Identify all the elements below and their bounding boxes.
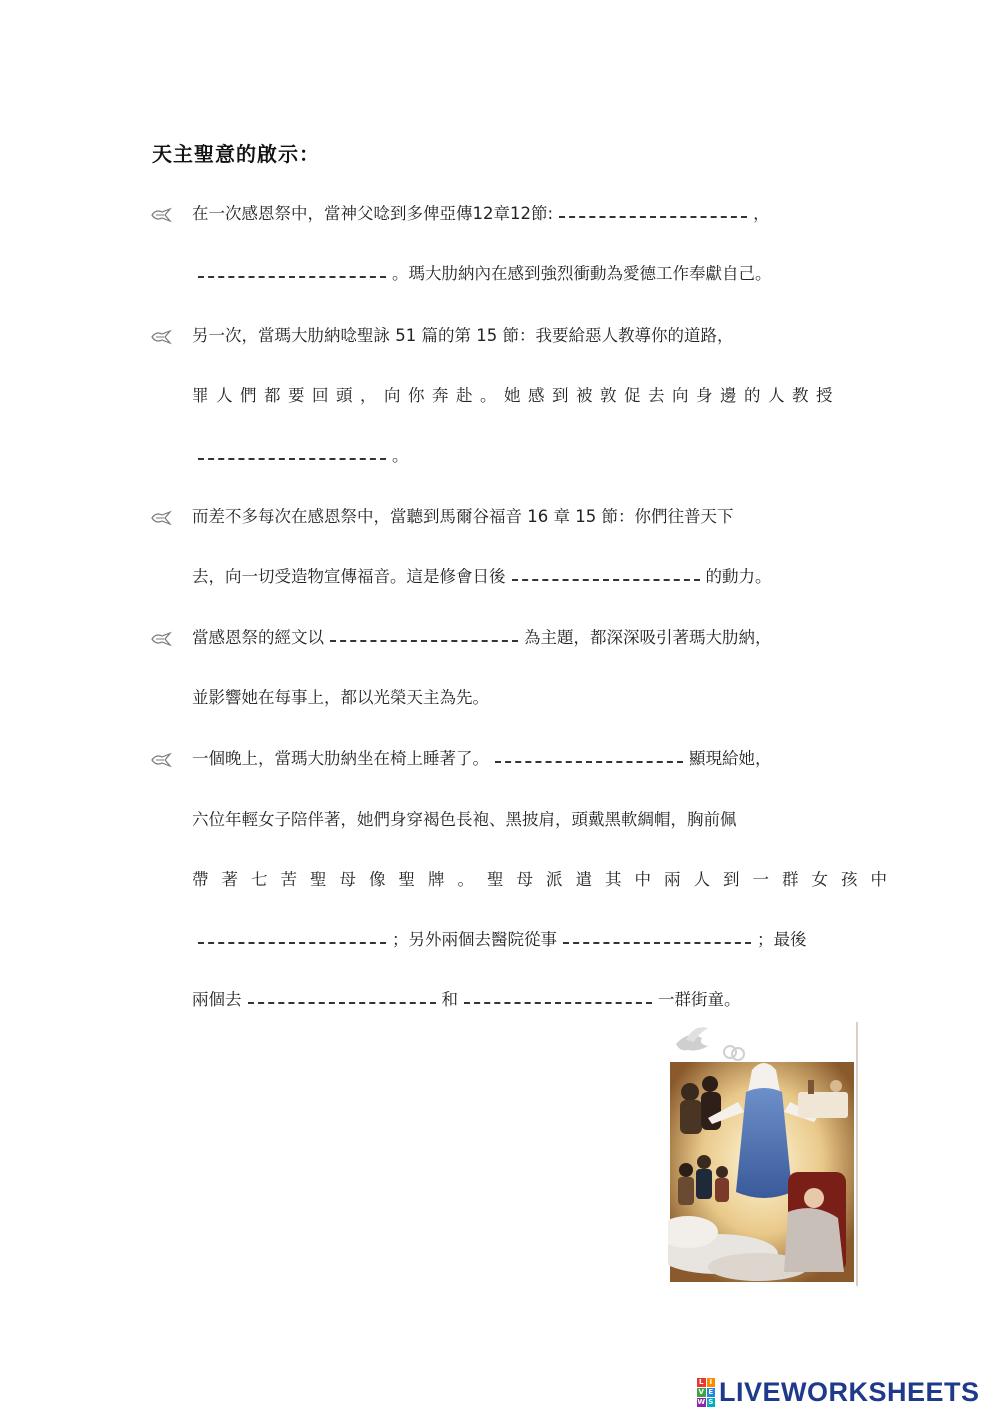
dove-bullet-icon	[150, 630, 172, 648]
worksheet-line	[192, 926, 852, 954]
worksheet-text: 並影響她在每事上，都以光榮天主為先。	[192, 688, 489, 707]
dove-bullet-icon	[150, 751, 172, 769]
worksheet-text: 罪人們都要回頭，向你奔赴。她感到被敦促去向身邊的人教授	[192, 386, 840, 405]
worksheet-line	[192, 684, 852, 712]
worksheet-line	[192, 624, 852, 652]
dove-and-vision-illustration-icon	[668, 1022, 856, 1286]
worksheet-line	[192, 200, 852, 228]
worksheet-text: 。瑪大肋納內在感到強烈衝動為愛德工作奉獻自己。	[392, 264, 772, 283]
logo-letter: W	[697, 1398, 706, 1406]
worksheet-line	[192, 322, 852, 350]
worksheet-text: ；另外兩個去醫院從事	[392, 930, 557, 949]
answer-blank[interactable]	[464, 998, 652, 1004]
worksheet-line	[192, 986, 852, 1014]
worksheet-text: 帶著七苦聖母像聖牌。聖母派遣其中兩人到一群女孩中	[192, 870, 900, 889]
worksheet-text: 為主題，都深深吸引著瑪大肋納，	[524, 628, 772, 647]
logo-letter: E	[708, 1388, 714, 1396]
worksheet-text: 在一次感恩祭中，當神父唸到多俾亞傳12章12節:	[192, 204, 554, 223]
worksheet-text: 一群街童。	[658, 990, 741, 1009]
worksheet-text: 另一次，當瑪大肋納唸聖詠 51 篇的第 15 節：我要給惡人教導你的道路，	[192, 326, 734, 345]
worksheet-text: 而差不多每次在感恩祭中，當聽到馬爾谷福音 16 章 15 節：你們往普天下	[192, 507, 734, 526]
answer-blank[interactable]	[248, 998, 436, 1004]
worksheet-line	[192, 503, 852, 531]
answer-blank[interactable]	[330, 636, 518, 642]
worksheet-text: 去，向一切受造物宣傳福音。這是修會日後	[192, 567, 506, 586]
dove-bullet-icon	[150, 206, 172, 224]
worksheet-line	[192, 382, 852, 410]
worksheet-text: 兩個去	[192, 990, 242, 1009]
worksheet-text: 六位年輕女子陪伴著，她們身穿褐色長袍、黑披肩，頭戴黑軟綢帽，胸前佩	[192, 810, 737, 829]
worksheet-line	[192, 442, 852, 470]
worksheet-line	[192, 563, 852, 591]
logo-letter: L	[697, 1378, 706, 1387]
worksheet-line	[192, 745, 852, 773]
worksheet-text: 。	[392, 446, 409, 465]
worksheet-text: 當感恩祭的經文以	[192, 628, 324, 647]
worksheet-line	[192, 260, 852, 288]
answer-blank[interactable]	[198, 454, 386, 460]
logo-letter: S	[708, 1398, 714, 1406]
logo-letter: I	[707, 1378, 716, 1387]
worksheet-text: 顯現給她，	[689, 749, 772, 768]
worksheet-text: ；最後	[757, 930, 807, 949]
page-title: 天主聖意的啟示：	[152, 142, 320, 166]
dove-bullet-icon	[150, 328, 172, 346]
answer-blank[interactable]	[198, 938, 386, 944]
worksheet-line	[192, 866, 900, 894]
answer-blank[interactable]	[563, 938, 751, 944]
worksheet-text: 和	[441, 990, 458, 1009]
dove-bullet-icon	[150, 509, 172, 527]
answer-blank[interactable]	[198, 272, 386, 278]
answer-blank[interactable]	[512, 575, 700, 581]
answer-blank[interactable]	[495, 757, 683, 763]
answer-blank[interactable]	[559, 212, 747, 218]
worksheet-text: 一個晚上，當瑪大肋納坐在椅上睡著了。	[192, 749, 489, 768]
worksheet-text: ，	[753, 204, 770, 223]
liveworksheets-logo	[697, 1376, 980, 1408]
logo-text: LIVEWORKSHEETS	[719, 1376, 980, 1407]
liveworksheets-logo-icon	[697, 1378, 715, 1406]
worksheet-line	[192, 806, 852, 834]
logo-letter: V	[698, 1388, 704, 1396]
vision-illustration	[668, 1022, 858, 1286]
worksheet-text: 的動力。	[705, 567, 772, 586]
